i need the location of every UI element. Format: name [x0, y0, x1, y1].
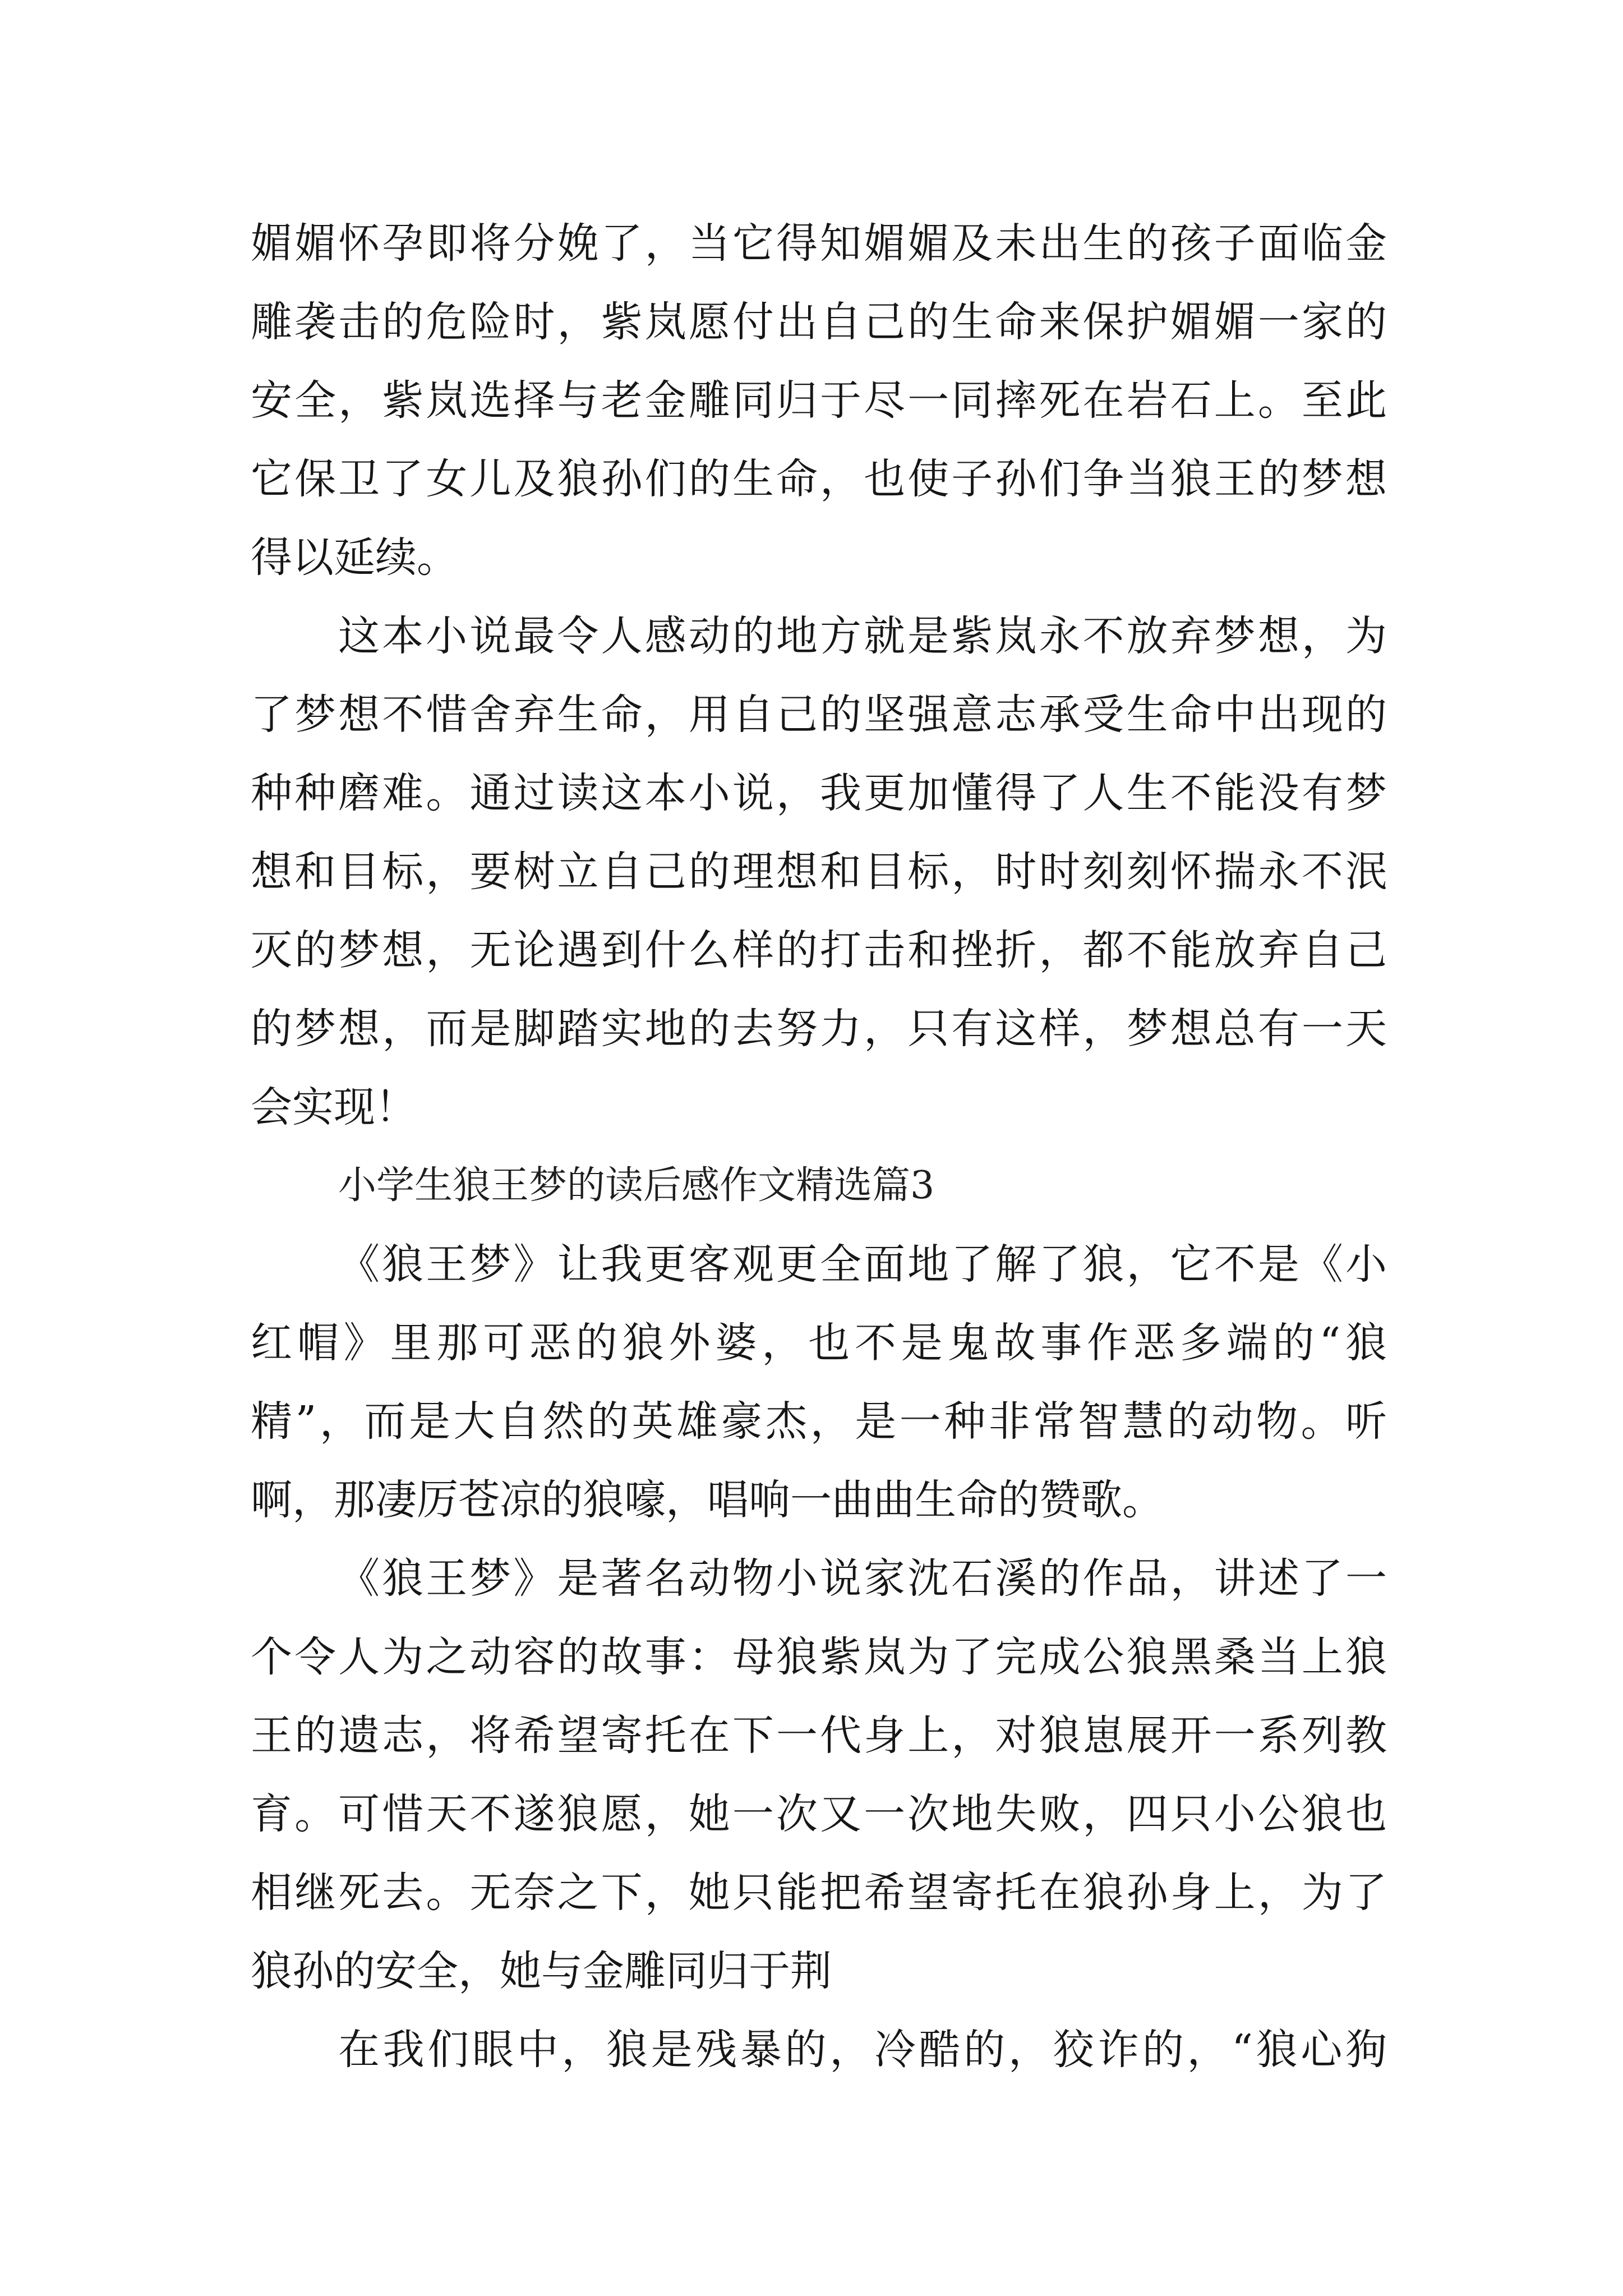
paragraph-line: 精”，而是大自然的英雄豪杰，是一种非常智慧的动物。听: [251, 1397, 1387, 1446]
paragraph-line: 狼孙的安全，她与金雕同归于荆: [251, 1947, 832, 1995]
paragraph: [251, 2010, 1387, 2089]
paragraph-line: 了梦想不惜舍弃生命，用自己的坚强意志承受生命中出现的: [251, 691, 1387, 739]
paragraph-line: 会实现！: [251, 1083, 417, 1131]
paragraph-line: 雕袭击的危险时，紫岚愿付出自己的生命来保护媚媚一家的: [251, 298, 1387, 346]
paragraph-line: 它保卫了女儿及狼孙们的生命，也使子孙们争当狼王的梦想: [251, 455, 1387, 503]
paragraph: [251, 1225, 1387, 1539]
paragraph: [251, 204, 1387, 597]
paragraph-line: 安全，紫岚选择与老金雕同归于尽一同摔死在岩石上。至此: [251, 376, 1387, 425]
paragraph-line: 育。可惜天不遂狼愿，她一次又一次地失败，四只小公狼也: [251, 1790, 1387, 1838]
paragraph-line: 的梦想，而是脚踏实地的去努力，只有这样，梦想总有一天: [251, 1005, 1387, 1053]
section-heading: [251, 1147, 1387, 1225]
paragraph-line: 啊，那凄厉苍凉的狼嚎，唱响一曲曲生命的赞歌。: [251, 1476, 1164, 1524]
paragraph-line: 个令人为之动容的故事：母狼紫岚为了完成公狼黑桑当上狼: [251, 1633, 1387, 1681]
paragraph-line: 在我们眼中，狼是残暴的，冷酷的，狡诈的，“狼心狗: [338, 2026, 1387, 2074]
document-body: [251, 204, 1387, 2089]
paragraph-line: 想和目标，要树立自己的理想和目标，时时刻刻怀揣永不泯: [251, 848, 1387, 896]
paragraph-line: 得以延续。: [251, 533, 458, 582]
paragraph-line: 灭的梦想，无论遇到什么样的打击和挫折，都不能放弃自己: [251, 926, 1387, 974]
paragraph-line: 相继死去。无奈之下，她只能把希望寄托在狼孙身上，为了: [251, 1869, 1387, 1917]
section-heading-text: 小学生狼王梦的读后感作文精选篇3: [338, 1163, 935, 1208]
paragraph-line: 这本小说最令人感动的地方就是紫岚永不放弃梦想，为: [338, 612, 1387, 660]
paragraph-line: 《狼王梦》让我更客观更全面地了解了狼，它不是《小: [338, 1240, 1387, 1289]
paragraph-line: 王的遗志，将希望寄托在下一代身上，对狼崽展开一系列教: [251, 1711, 1387, 1760]
paragraph-line: 媚媚怀孕即将分娩了，当它得知媚媚及未出生的孩子面临金: [251, 219, 1387, 268]
paragraph-line: 《狼王梦》是著名动物小说家沈石溪的作品，讲述了一: [338, 1554, 1387, 1603]
paragraph-line: 红帽》里那可恶的狼外婆，也不是鬼故事作恶多端的“狼: [251, 1319, 1387, 1367]
paragraph: [251, 1539, 1387, 2010]
paragraph: [251, 597, 1387, 1147]
paragraph-line: 种种磨难。通过读这本小说，我更加懂得了人生不能没有梦: [251, 769, 1387, 817]
